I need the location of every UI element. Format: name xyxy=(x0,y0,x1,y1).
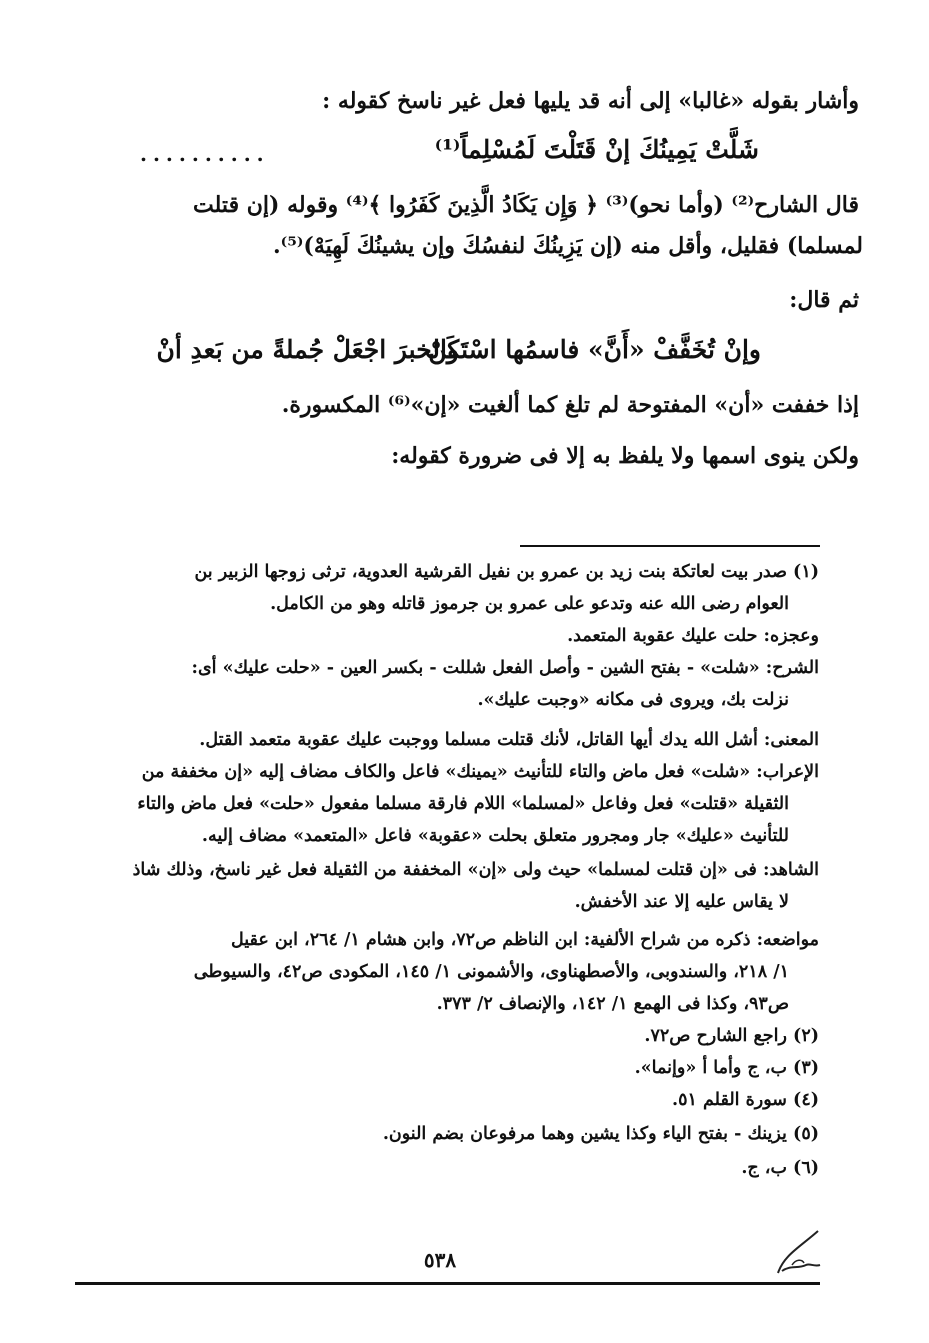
footnote-1-line-a: (١) صدر بيت لعاتكة بنت زيد بن عمرو بن نفيل القرشية العدوية، ترثى زوجها الزبير بن xyxy=(194,562,819,582)
verse-line-1: شَلَّتْ يَمِينُكَ إنْ قَتَلْتَ لَمُسْلِماً⁽¹⁾ xyxy=(434,135,759,164)
footnote-1-line-h: الثقيلة «قتلت» فعل وفاعل «لمسلما» اللام فارقة مسلما مفعول «حلت» فعل ماض والتاء xyxy=(137,794,789,814)
footnote-1-line-l: مواضعه: ذكره من شراح الألفية: ابن الناظم ص٧٢، وابن هشام ١/ ٢٦٤، ابن عقيل xyxy=(230,930,819,950)
text-line-7: إذا خففت «أن» المفتوحة لم تلغ كما ألغيت «إن»⁽⁶⁾ المكسورة. xyxy=(281,392,859,418)
footnote-1-line-n: ص٩٣، وكذا فى الهمع ١/ ١٤٢، والإنصاف ٢/ ٣٧٣. xyxy=(436,994,789,1014)
text-line-3: قال الشارح⁽²⁾ (وأما نحو)⁽³⁾ ﴿ وَإِن يَكَادُ الَّذِينَ كَفَرُوا ﴾⁽⁴⁾ وقوله (إن قتلت xyxy=(193,192,859,218)
footnote-1-line-j: الشاهد: فى «إن قتلت لمسلما» حيث ولى «إن» المخففة من الثقيلة فعل غير ناسخ، وذلك شاذ xyxy=(132,860,819,880)
footnote-separator xyxy=(520,545,820,547)
footnote-1-line-b: العوام رضى الله عنه وتدعو على عمرو بن جرموز قاتله وهو من الكامل. xyxy=(270,594,789,614)
footnote-1-line-k: لا يقاس عليه إلا عند الأخفش. xyxy=(574,892,789,912)
footnote-1-line-f: المعنى: أشل الله يدك أيها القاتل، لأنك قتلت مسلما ووجبت عليك عقوبة متعمد القتل. xyxy=(199,730,819,750)
footnote-1-line-m: ١/ ٢١٨، والسندوبى، والأصطهناوى، والأشمونى ١/ ١٤٥، المكودى ص٤٢، والسيوطى xyxy=(193,962,789,982)
footnote-2: (٢) راجع الشارح ص٧٢. xyxy=(644,1026,819,1046)
footnote-1-line-e: نزلت بك، ويروى فى مكانه «وجبت عليك». xyxy=(477,690,789,710)
text-line-5: ثم قال: xyxy=(789,287,859,313)
footnote-1-line-i: للتأنيث «عليك» جار ومجرور متعلق بحلت «عقوبة» فاعل «المتعمد» مضاف إليه. xyxy=(201,826,789,846)
page-number: ٥٣٨ xyxy=(423,1248,457,1272)
text-line-4: لمسلما) فقليل، وأقل منه (إن يَزِينُكَ لنفسُكَ وإن يشينُكَ لَهِيَهْ)⁽⁵⁾. xyxy=(273,233,863,259)
footnote-4: (٤) سورة القلم ٥١. xyxy=(672,1090,819,1110)
footnote-6: (٦) ب، ج. xyxy=(741,1158,819,1178)
verse-dots: .......... xyxy=(140,142,270,166)
footnote-1-line-d: الشرح: «شلت» - بفتح الشين - وأصل الفعل شللت - بكسر العين - «حلت عليك» أى: xyxy=(191,658,819,678)
footnote-1-line-c: وعجزه: حلت عليك عقوبة المتعمد. xyxy=(567,626,819,646)
footnote-1-line-g: الإعراب: «شلت» فعل ماض والتاء للتأنيث «يمينك» فاعل والكاف مضاف إليه «إن مخففة من xyxy=(141,762,819,782)
footnote-3: (٣) ب، ج وأما أ «وإنما». xyxy=(634,1058,819,1078)
footer-rule xyxy=(75,1282,820,1285)
text-line-8: ولكن ينوى اسمها ولا يلفظ به إلا فى ضرورة كقوله: xyxy=(391,443,859,469)
verse-line-2-right: وإنْ تُخَفَّفْ «أَنَّ» فاسمُها اسْتَكَنْ xyxy=(428,335,761,364)
footnote-5: (٥) يزينك - بفتح الياء وكذا يشين وهما مرفوعان بضم النون. xyxy=(382,1124,819,1144)
text-line-1: وأشار بقوله «غالبا» إلى أنه قد يليها فعل غير ناسخ كقوله : xyxy=(322,88,859,114)
verse-line-2-left: والخبرَ اجْعَلْ جُملةً من بَعدِ أنْ xyxy=(156,335,459,364)
scribble-mark-icon xyxy=(770,1225,830,1280)
